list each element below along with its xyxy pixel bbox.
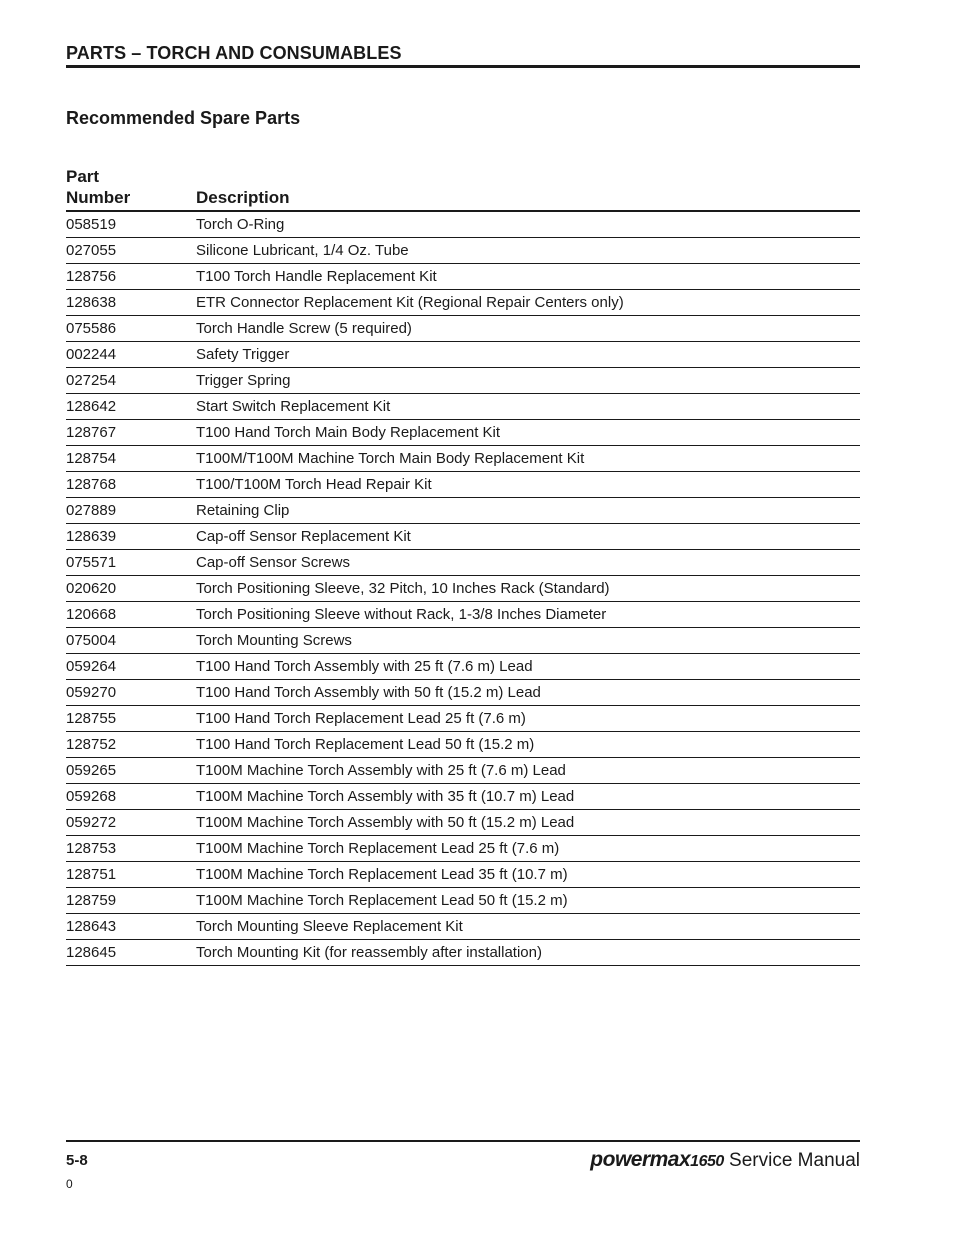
table-row — [66, 472, 860, 498]
page-number: 5-8 — [66, 1152, 88, 1169]
description-cell: Torch Positioning Sleeve without Rack, 1-3/8 Inches Diameter — [196, 602, 860, 628]
table-row — [66, 810, 860, 836]
part-number-cell: 020620 — [66, 576, 196, 602]
description-cell: T100/T100M Torch Head Repair Kit — [196, 472, 860, 498]
table-row — [66, 342, 860, 368]
description-cell: Torch Handle Screw (5 required) — [196, 316, 860, 342]
revision-number: 0 — [66, 1177, 73, 1191]
part-number-cell: 128642 — [66, 394, 196, 420]
part-number-header — [66, 166, 196, 211]
description-cell: Start Switch Replacement Kit — [196, 394, 860, 420]
table-row — [66, 576, 860, 602]
manual-title — [590, 1148, 860, 1172]
part-number-header-line1: Part — [66, 167, 100, 186]
description-cell: T100M Machine Torch Replacement Lead 25 ft (7.6 m) — [196, 836, 860, 862]
part-number-cell: 002244 — [66, 342, 196, 368]
table-row — [66, 211, 860, 238]
table-row — [66, 446, 860, 472]
part-number-cell: 027254 — [66, 368, 196, 394]
part-number-cell: 075586 — [66, 316, 196, 342]
part-number-cell: 128755 — [66, 706, 196, 732]
table-row — [66, 888, 860, 914]
description-header: Description — [196, 166, 860, 211]
description-cell: T100 Hand Torch Assembly with 25 ft (7.6 m) Lead — [196, 654, 860, 680]
part-number-cell: 059272 — [66, 810, 196, 836]
page-subtitle: Recommended Spare Parts — [66, 108, 301, 128]
part-number-cell: 128753 — [66, 836, 196, 862]
description-cell: ETR Connector Replacement Kit (Regional Repair Centers only) — [196, 290, 860, 316]
part-number-cell: 059264 — [66, 654, 196, 680]
table-row — [66, 264, 860, 290]
part-number-cell: 059270 — [66, 680, 196, 706]
table-row — [66, 914, 860, 940]
part-number-cell: 128645 — [66, 940, 196, 966]
description-cell: Cap-off Sensor Screws — [196, 550, 860, 576]
description-cell: Torch Mounting Screws — [196, 628, 860, 654]
description-cell: Torch O-Ring — [196, 211, 860, 238]
table-row — [66, 602, 860, 628]
table-row — [66, 628, 860, 654]
part-number-cell: 128638 — [66, 290, 196, 316]
description-cell: T100 Hand Torch Main Body Replacement Kit — [196, 420, 860, 446]
part-number-cell: 128759 — [66, 888, 196, 914]
part-number-cell: 075571 — [66, 550, 196, 576]
table-row — [66, 316, 860, 342]
description-cell: T100 Hand Torch Assembly with 50 ft (15.2 m) Lead — [196, 680, 860, 706]
description-cell: T100 Hand Torch Replacement Lead 50 ft (15.2 m) — [196, 732, 860, 758]
part-number-cell: 128754 — [66, 446, 196, 472]
part-number-cell: 058519 — [66, 211, 196, 238]
spare-parts-table — [66, 166, 860, 966]
description-cell: T100M/T100M Machine Torch Main Body Replacement Kit — [196, 446, 860, 472]
part-number-cell: 128756 — [66, 264, 196, 290]
part-number-cell: 128767 — [66, 420, 196, 446]
description-cell: Torch Positioning Sleeve, 32 Pitch, 10 Inches Rack (Standard) — [196, 576, 860, 602]
description-cell: T100M Machine Torch Assembly with 50 ft (15.2 m) Lead — [196, 810, 860, 836]
table-row — [66, 524, 860, 550]
table-row — [66, 550, 860, 576]
part-number-header-line2: Number — [66, 188, 131, 207]
part-number-cell: 128752 — [66, 732, 196, 758]
table-row — [66, 940, 860, 966]
description-cell: T100 Hand Torch Replacement Lead 25 ft (7.6 m) — [196, 706, 860, 732]
table-row — [66, 784, 860, 810]
description-cell: T100M Machine Torch Replacement Lead 50 ft (15.2 m) — [196, 888, 860, 914]
description-cell: Silicone Lubricant, 1/4 Oz. Tube — [196, 238, 860, 264]
description-cell: Cap-off Sensor Replacement Kit — [196, 524, 860, 550]
footer-rule — [66, 1140, 860, 1142]
description-cell: Trigger Spring — [196, 368, 860, 394]
table-row — [66, 680, 860, 706]
part-number-cell: 128639 — [66, 524, 196, 550]
brand-model: 1650 — [690, 1153, 724, 1170]
table-row — [66, 706, 860, 732]
description-cell: T100M Machine Torch Assembly with 25 ft (7.6 m) Lead — [196, 758, 860, 784]
description-cell: Torch Mounting Sleeve Replacement Kit — [196, 914, 860, 940]
brand-name: powermax — [590, 1148, 691, 1171]
description-cell: Torch Mounting Kit (for reassembly after installation) — [196, 940, 860, 966]
description-cell: T100M Machine Torch Replacement Lead 35 ft (10.7 m) — [196, 862, 860, 888]
part-number-cell: 128643 — [66, 914, 196, 940]
table-row — [66, 836, 860, 862]
part-number-cell: 027889 — [66, 498, 196, 524]
description-cell: Retaining Clip — [196, 498, 860, 524]
part-number-cell: 059268 — [66, 784, 196, 810]
description-cell: T100M Machine Torch Assembly with 35 ft (10.7 m) Lead — [196, 784, 860, 810]
table-row — [66, 394, 860, 420]
table-row — [66, 420, 860, 446]
description-cell: T100 Torch Handle Replacement Kit — [196, 264, 860, 290]
part-number-cell: 059265 — [66, 758, 196, 784]
table-header-row — [66, 166, 860, 211]
part-number-cell: 128768 — [66, 472, 196, 498]
table-row — [66, 498, 860, 524]
part-number-cell: 120668 — [66, 602, 196, 628]
description-cell: Safety Trigger — [196, 342, 860, 368]
part-number-cell: 027055 — [66, 238, 196, 264]
part-number-cell: 075004 — [66, 628, 196, 654]
table-row — [66, 862, 860, 888]
section-header: PARTS – TORCH AND CONSUMABLES — [66, 42, 860, 68]
manual-label: Service Manual — [729, 1150, 860, 1171]
table-body — [66, 211, 860, 966]
table-row — [66, 758, 860, 784]
table-row — [66, 368, 860, 394]
brand-logo — [590, 1148, 723, 1171]
table-row — [66, 238, 860, 264]
table-row — [66, 732, 860, 758]
table-row — [66, 290, 860, 316]
table-row — [66, 654, 860, 680]
part-number-cell: 128751 — [66, 862, 196, 888]
